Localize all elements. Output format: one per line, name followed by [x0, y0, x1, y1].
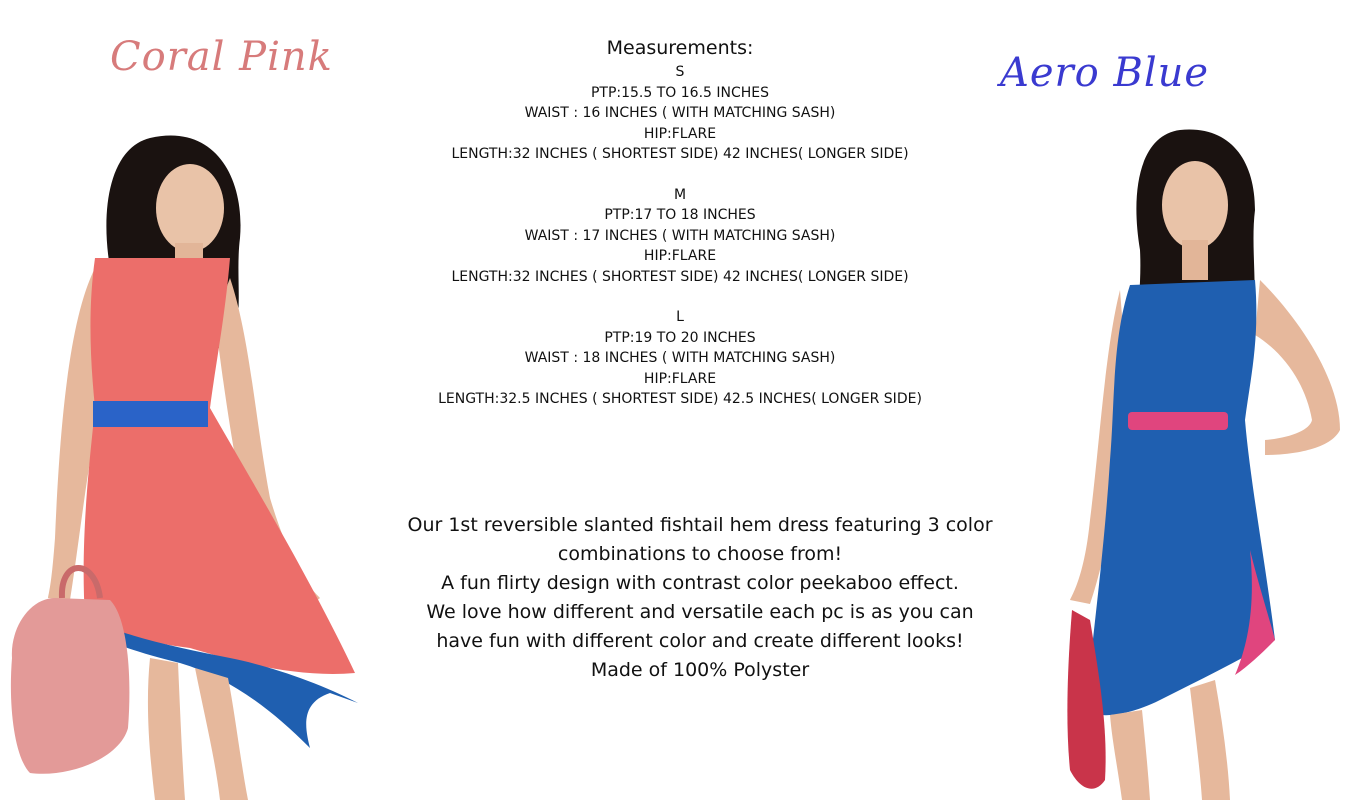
size-block-s	[380, 62, 980, 165]
measurement-line: WAIST : 18 INCHES ( WITH MATCHING SASH)	[524, 350, 836, 366]
model-aero-blue-dress	[1050, 120, 1354, 800]
measurement-line: LENGTH:32 INCHES ( SHORTEST SIDE) 42 INCHES( LONGER SIDE)	[451, 268, 909, 285]
measurement-line: HIP:FLARE	[643, 370, 717, 387]
aero-blue-title: Aero Blue	[1000, 50, 1210, 96]
description-line: Made of 100% Polyster	[590, 659, 810, 681]
description-line: We love how different and versatile each pc is as you can	[426, 601, 974, 623]
measurement-line: LENGTH:32.5 INCHES ( SHORTEST SIDE) 42.5 INCHES( LONGER SIDE)	[438, 391, 922, 407]
measurement-line: WAIST : 16 INCHES ( WITH MATCHING SASH)	[524, 105, 836, 121]
measurement-line: PTP:19 TO 20 INCHES	[604, 329, 756, 346]
size-label: M	[673, 186, 687, 203]
measurement-line: WAIST : 17 INCHES ( WITH MATCHING SASH)	[524, 227, 836, 244]
measurement-line: HIP:FLARE	[643, 125, 717, 142]
measurement-line: PTP:15.5 TO 16.5 INCHES	[590, 84, 770, 101]
coral-pink-title: Coral Pink	[110, 34, 333, 80]
description-line: A fun flirty design with contrast color peekaboo effect.	[441, 572, 959, 594]
model-coral-pink-dress	[0, 118, 370, 800]
measurement-line: PTP:17 TO 18 INCHES	[604, 207, 756, 223]
size-label: L	[676, 309, 684, 325]
measurement-line: LENGTH:32 INCHES ( SHORTEST SIDE) 42 INCHES( LONGER SIDE)	[451, 146, 909, 162]
size-block-m	[380, 185, 980, 288]
size-label: S	[675, 64, 685, 80]
description-line: combinations to choose from!	[557, 543, 843, 565]
measurements-block	[380, 36, 980, 430]
description-line: Our 1st reversible slanted fishtail hem dress featuring 3 color	[407, 514, 993, 536]
size-block-l	[380, 307, 980, 410]
measurements-heading: Measurements:	[606, 37, 754, 59]
measurement-line: HIP:FLARE	[643, 248, 717, 264]
coral-dress	[84, 258, 355, 674]
description-line: have fun with different color and create different looks!	[436, 630, 964, 652]
product-description	[330, 511, 1070, 685]
